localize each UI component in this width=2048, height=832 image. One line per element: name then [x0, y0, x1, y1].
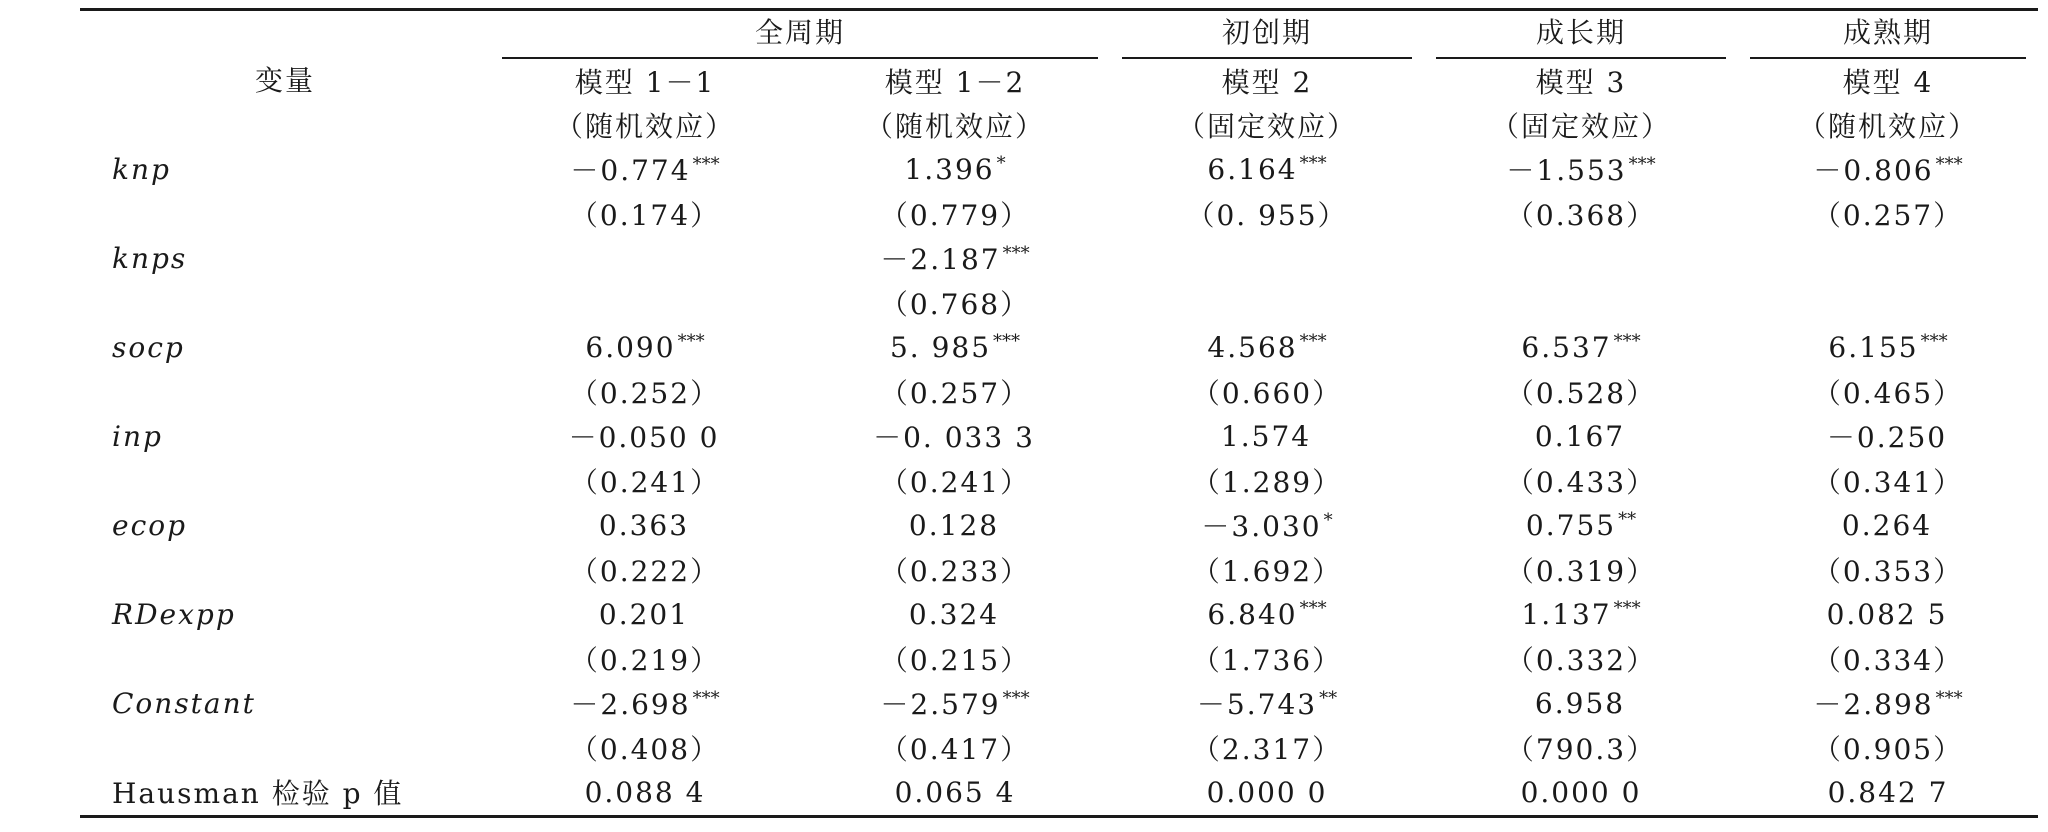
coefficient-value: 1.396	[904, 152, 995, 186]
coefficient-cell	[1738, 325, 2038, 370]
coefficient-value: 6.090	[585, 330, 676, 364]
significance-stars: ***	[1920, 330, 1948, 352]
standard-error-cell: （0.779）	[879, 198, 1031, 232]
coefficient-cell	[1738, 236, 2038, 281]
significance-stars: *	[1323, 509, 1333, 531]
coefficient-cell	[1738, 503, 2038, 548]
coefficient-value: －2.898	[1813, 688, 1934, 722]
group-full-cycle	[490, 10, 1110, 60]
coefficient-value: 0.167	[1534, 419, 1626, 453]
significance-stars: ***	[677, 330, 705, 352]
coefficient-value: －5.743	[1196, 688, 1318, 722]
empty-cell	[80, 637, 490, 682]
regression-table	[80, 8, 2038, 818]
table-row-standard-error	[80, 548, 2038, 593]
standard-error-cell	[1424, 281, 1738, 326]
variable-name: Constant	[112, 686, 256, 720]
significance-stars: ***	[1628, 153, 1656, 175]
empty-cell	[80, 192, 490, 237]
hausman-p-value: 0.000 0	[1424, 770, 1738, 816]
standard-error-cell: （0.241）	[879, 465, 1031, 499]
group-label: 成长期	[1436, 11, 1726, 59]
coefficient-value: －2.187	[880, 243, 1001, 277]
coefficient-cell	[1110, 147, 1424, 192]
coefficient-cell	[1110, 325, 1424, 370]
coefficient-value: －0.050 0	[568, 421, 720, 455]
coefficient-cell	[1738, 147, 2038, 192]
model-header: 模型 1－2	[884, 66, 1026, 99]
standard-error-cell: （0.660）	[1191, 376, 1343, 410]
coefficient-cell	[490, 236, 800, 281]
significance-stars: *	[996, 152, 1006, 174]
coefficient-cell	[1110, 236, 1424, 281]
effect-header: （随机效应）	[1798, 110, 1979, 143]
standard-error-cell: （0.233）	[879, 554, 1031, 588]
table-row-standard-error	[80, 192, 2038, 237]
coefficient-value: －2.698	[570, 688, 691, 722]
coefficient-cell	[800, 147, 1110, 192]
coefficient-cell	[1110, 592, 1424, 637]
standard-error-cell: （0.334）	[1812, 643, 1964, 677]
hausman-p-value: 0.065 4	[800, 770, 1110, 816]
significance-stars: ***	[1613, 330, 1641, 352]
coefficient-cell	[490, 147, 800, 192]
table-row-coefficient	[80, 592, 2038, 637]
table-row-standard-error	[80, 637, 2038, 682]
standard-error-cell: （0.368）	[1505, 198, 1657, 232]
empty-cell	[80, 370, 490, 415]
model-header: 模型 2	[1221, 66, 1313, 99]
significance-stars: ***	[692, 153, 720, 175]
variable-name: knp	[112, 152, 171, 186]
coefficient-value: －2.579	[880, 688, 1001, 722]
significance-stars: ***	[692, 687, 720, 709]
coefficient-value: －0. 033 3	[873, 421, 1035, 455]
standard-error-cell: （0.319）	[1505, 554, 1657, 588]
model-header: 模型 4	[1842, 66, 1934, 99]
coefficient-value: 6.840	[1207, 597, 1298, 631]
standard-error-cell: （1.736）	[1191, 643, 1343, 677]
coefficient-cell	[1424, 147, 1738, 192]
effect-header: （固定效应）	[1177, 110, 1358, 143]
variable-name: ecop	[112, 508, 188, 542]
group-mature	[1738, 10, 2038, 60]
coefficient-value: 6.164	[1207, 152, 1298, 186]
coefficient-cell	[1424, 325, 1738, 370]
coefficient-cell	[1110, 681, 1424, 726]
coefficient-value: －0.806	[1813, 154, 1934, 188]
table-row-coefficient	[80, 325, 2038, 370]
standard-error-cell: （0.768）	[879, 287, 1031, 321]
coefficient-cell	[800, 681, 1110, 726]
coefficient-value: 0.128	[908, 508, 1000, 542]
coefficient-cell	[490, 503, 800, 548]
effect-header: （固定效应）	[1491, 110, 1672, 143]
model-header: 模型 3	[1535, 66, 1627, 99]
variable-name: RDexpp	[112, 597, 236, 631]
standard-error-cell: （0.257）	[879, 376, 1031, 410]
coefficient-value: 6.537	[1521, 330, 1612, 364]
standard-error-cell: （0.241）	[569, 465, 721, 499]
standard-error-cell: （0. 955）	[1186, 198, 1348, 232]
coefficient-value: －3.030	[1201, 510, 1322, 544]
coefficient-cell	[800, 414, 1110, 459]
hausman-label: Hausman 检验 p 值	[80, 770, 490, 816]
table-row-standard-error	[80, 370, 2038, 415]
significance-stars: ***	[1299, 152, 1327, 174]
group-label: 成熟期	[1750, 11, 2026, 59]
significance-stars: ***	[1002, 242, 1030, 264]
table-body	[80, 147, 2038, 816]
standard-error-cell: （0.219）	[569, 643, 721, 677]
variable-name: inp	[112, 419, 163, 453]
significance-stars: ***	[1002, 687, 1030, 709]
table-row-standard-error	[80, 459, 2038, 504]
empty-cell	[80, 459, 490, 504]
coefficient-cell	[1424, 681, 1738, 726]
variable-name: socp	[112, 330, 185, 364]
coefficient-cell	[1110, 414, 1424, 459]
coefficient-cell	[1424, 503, 1738, 548]
standard-error-cell: （2.317）	[1191, 732, 1343, 766]
effect-header: （随机效应）	[865, 110, 1046, 143]
coefficient-cell	[1738, 681, 2038, 726]
variable-name: knps	[112, 241, 188, 275]
effect-header: （随机效应）	[554, 110, 735, 143]
standard-error-cell: （0.341）	[1812, 465, 1964, 499]
coefficient-cell	[1110, 503, 1424, 548]
significance-stars: ***	[1299, 330, 1327, 352]
coefficient-value: 1.574	[1220, 419, 1312, 453]
coefficient-value: 5. 985	[889, 330, 992, 364]
coefficient-value: 0.363	[598, 508, 690, 542]
variable-header: 变量	[80, 10, 490, 148]
table-row-coefficient	[80, 147, 2038, 192]
empty-cell	[80, 548, 490, 593]
group-startup	[1110, 10, 1424, 60]
table-row-coefficient	[80, 236, 2038, 281]
coefficient-cell	[490, 414, 800, 459]
empty-cell	[80, 726, 490, 771]
coefficient-cell	[490, 681, 800, 726]
significance-stars: ***	[1935, 687, 1963, 709]
standard-error-cell: （0.222）	[569, 554, 721, 588]
group-label: 全周期	[502, 11, 1098, 59]
group-label: 初创期	[1122, 11, 1412, 59]
coefficient-cell	[490, 592, 800, 637]
coefficient-cell	[800, 325, 1110, 370]
coefficient-value: 0.324	[908, 597, 1000, 631]
coefficient-cell	[1424, 592, 1738, 637]
standard-error-cell: （0.528）	[1505, 376, 1657, 410]
significance-stars: **	[1618, 508, 1637, 530]
standard-error-cell: （1.692）	[1191, 554, 1343, 588]
table-row-coefficient	[80, 414, 2038, 459]
standard-error-cell: （0.353）	[1812, 554, 1964, 588]
standard-error-cell	[1738, 281, 2038, 326]
coefficient-value: －0.774	[570, 154, 691, 188]
standard-error-cell: （0.215）	[879, 643, 1031, 677]
regression-table-container	[80, 8, 2038, 818]
empty-cell	[80, 281, 490, 326]
coefficient-value: 4.568	[1207, 330, 1298, 364]
coefficient-cell	[800, 592, 1110, 637]
coefficient-cell	[1738, 414, 2038, 459]
standard-error-cell: （1.289）	[1191, 465, 1343, 499]
standard-error-cell	[490, 281, 800, 326]
coefficient-value: 0.755	[1525, 508, 1617, 542]
significance-stars: ***	[1613, 597, 1641, 619]
hausman-p-value: 0.000 0	[1110, 770, 1424, 816]
coefficient-value: 0.201	[598, 597, 690, 631]
coefficient-value: 1.137	[1521, 597, 1612, 631]
model-header: 模型 1－1	[574, 66, 716, 99]
coefficient-value: 6.958	[1534, 686, 1626, 720]
table-row-standard-error	[80, 281, 2038, 326]
coefficient-value: 0.082 5	[1826, 597, 1948, 631]
significance-stars: ***	[993, 330, 1021, 352]
standard-error-cell: （0.257）	[1812, 198, 1964, 232]
table-row-coefficient	[80, 681, 2038, 726]
standard-error-cell: （0.174）	[569, 198, 721, 232]
significance-stars: ***	[1935, 153, 1963, 175]
coefficient-cell	[490, 325, 800, 370]
standard-error-cell: （0.408）	[569, 732, 721, 766]
standard-error-cell	[1110, 281, 1424, 326]
table-row-standard-error	[80, 726, 2038, 771]
table-row-coefficient	[80, 503, 2038, 548]
coefficient-value: －0.250	[1826, 421, 1948, 455]
significance-stars: **	[1319, 687, 1338, 709]
coefficient-value: －1.553	[1506, 154, 1627, 188]
coefficient-cell	[1424, 414, 1738, 459]
standard-error-cell: （0.465）	[1812, 376, 1964, 410]
group-growth	[1424, 10, 1738, 60]
coefficient-value: 0.264	[1841, 508, 1933, 542]
hausman-p-value: 0.842 7	[1738, 770, 2038, 816]
standard-error-cell: （0.252）	[569, 376, 721, 410]
header-row-groups	[80, 10, 2038, 60]
standard-error-cell: （0.905）	[1812, 732, 1964, 766]
coefficient-cell	[1424, 236, 1738, 281]
coefficient-cell	[800, 236, 1110, 281]
standard-error-cell: （790.3）	[1505, 732, 1657, 766]
coefficient-cell	[800, 503, 1110, 548]
coefficient-value: 6.155	[1828, 330, 1919, 364]
hausman-p-value: 0.088 4	[490, 770, 800, 816]
significance-stars: ***	[1299, 597, 1327, 619]
standard-error-cell: （0.433）	[1505, 465, 1657, 499]
standard-error-cell: （0.417）	[879, 732, 1031, 766]
table-row-hausman	[80, 770, 2038, 816]
standard-error-cell: （0.332）	[1505, 643, 1657, 677]
coefficient-cell	[1738, 592, 2038, 637]
